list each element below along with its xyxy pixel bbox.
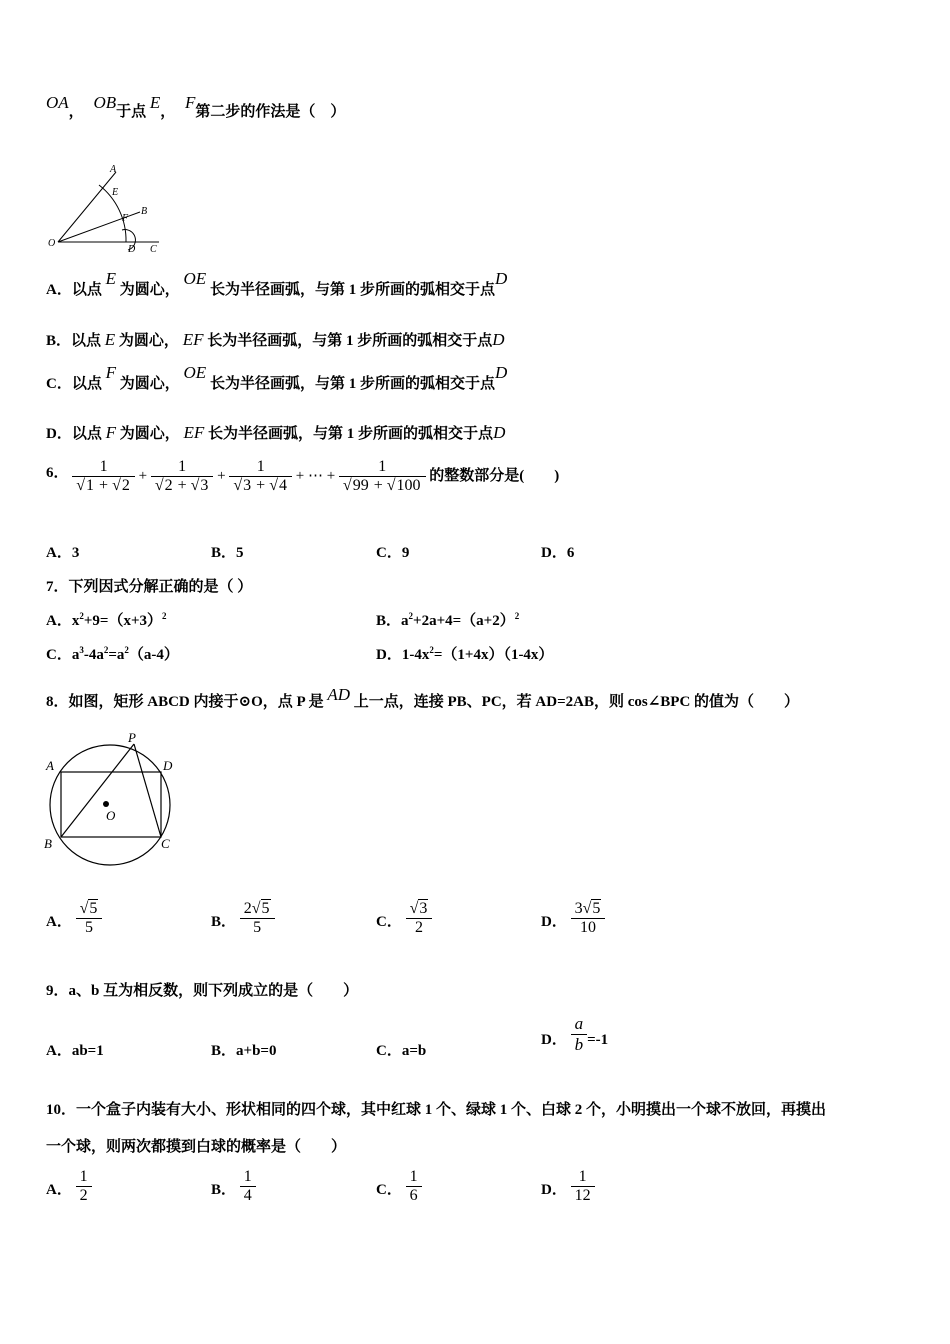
fig5-label-e: E <box>112 187 119 198</box>
q8-option-b[interactable]: B． $\frac{2√5}{5}$ <box>211 900 275 937</box>
q6-option-b[interactable]: B．5 <box>211 545 244 561</box>
q5-option-b[interactable]: B．以点 E 为圆心， EF 长为半径画弧，与第 1 步所画的弧相交于点D <box>46 330 505 349</box>
q6-option-d[interactable]: D．6 <box>541 545 575 561</box>
q8-option-d[interactable]: D． $\frac{3√5}{10}$ <box>541 900 605 937</box>
q10-stem-line1: 10．一个盒子内装有大小、形状相同的四个球，其中红球 1 个、绿球 1 个、白球 2 个，小明摸出一个球不放回，再摸出 <box>46 1102 827 1118</box>
fig8-label-b: B <box>44 836 52 851</box>
q9-stem: 9．a、b 互为相反数，则下列成立的是（ ） <box>46 983 359 999</box>
q7-stem: 7．下列因式分解正确的是（ ） <box>46 579 253 595</box>
q10-option-a[interactable]: A． $\frac{1}{2}$ <box>46 1168 92 1205</box>
q7-option-b[interactable]: B．$a^2+2a+4=(a+2)^2$ <box>376 611 520 629</box>
q9-option-c[interactable]: C．a=b <box>376 1043 427 1059</box>
fig5-label-c: C <box>150 244 157 255</box>
q9-option-d[interactable]: D． $\frac{a}{b}$ =-1 <box>541 1014 609 1054</box>
fig8-label-p: P <box>128 730 136 745</box>
fig8-label-d: D <box>163 758 173 773</box>
q8-stem: 8．如图，矩形 ABCD 内接于⊙O，点 P 是 AD 上一点，连接 PB、PC，若 AD=2AB，则 cos∠BPC 的值为（ ） <box>46 685 800 710</box>
q6-term-3: $\frac{1}{√3 + √4}$ <box>229 458 292 495</box>
fig8-label-a: A <box>46 758 54 773</box>
q7-option-c[interactable]: C．$a^3-4a^2=a^2(a-4)$ <box>46 645 179 663</box>
q8-circle-figure <box>44 730 184 870</box>
q10-option-d[interactable]: D． $\frac{1}{12}$ <box>541 1168 595 1205</box>
q8-arc: AD <box>327 685 350 704</box>
q8-option-c[interactable]: C． $\frac{√3}{2}$ <box>376 900 432 937</box>
q6-option-a[interactable]: A．3 <box>46 545 80 561</box>
fig8-label-c: C <box>161 836 170 851</box>
q6-term-4: $\frac{1}{√99 + √100}$ <box>339 458 426 495</box>
fig8-label-o: O <box>106 808 116 823</box>
q5-option-a[interactable]: A．以点 E 为圆心， OE 长为半径画弧，与第 1 步所画的弧相交于点D <box>46 269 508 298</box>
q5-option-d[interactable]: D．以点 F 为圆心， EF 长为半径画弧，与第 1 步所画的弧相交于点D <box>46 423 506 442</box>
fig5-label-d: D <box>128 244 136 255</box>
q5-angle-figure <box>44 160 164 255</box>
q6-option-c[interactable]: C．9 <box>376 545 410 561</box>
fig5-label-a: A <box>110 164 117 175</box>
q10-stem-line2: 一个球，则两次都摸到白球的概率是（ ） <box>46 1139 347 1155</box>
q6-stem: 6． $\frac{1}{√1 + √2}$ + $\frac{1}{√2 + √3}$ + $\frac{1}{√3 + √4}$ + ⋯ + $\frac{1}{√99 + √100}$ 的整数部分是( ) <box>46 458 560 494</box>
q6-term-1: $\frac{1}{√1 + √2}$ <box>72 458 135 495</box>
fig5-label-o: O <box>48 238 56 249</box>
q10-option-c[interactable]: C． $\frac{1}{6}$ <box>376 1168 422 1205</box>
q7-option-a[interactable]: A．$x^2+9=(x+3)^2$ <box>46 611 167 629</box>
fig5-label-f: F <box>122 213 129 224</box>
q8-option-a[interactable]: A． $\frac{√5}{5}$ <box>46 900 102 937</box>
q9-option-b[interactable]: B．a+b=0 <box>211 1043 277 1059</box>
q10-option-b[interactable]: B． $\frac{1}{4}$ <box>211 1168 256 1205</box>
q5-option-c[interactable]: C．以点 F 为圆心， OE 长为半径画弧，与第 1 步所画的弧相交于点D <box>46 363 508 392</box>
fig5-label-b: B <box>141 206 148 217</box>
q5-stem: OA， OB于点 E， F第二步的作法是（ ） <box>46 93 346 120</box>
q7-option-d[interactable]: D．$1-4x^2=(1+4x)(1-4x)$ <box>376 645 554 663</box>
q6-term-2: $\frac{1}{√2 + √3}$ <box>151 458 214 495</box>
q9-option-a[interactable]: A．ab=1 <box>46 1043 104 1059</box>
